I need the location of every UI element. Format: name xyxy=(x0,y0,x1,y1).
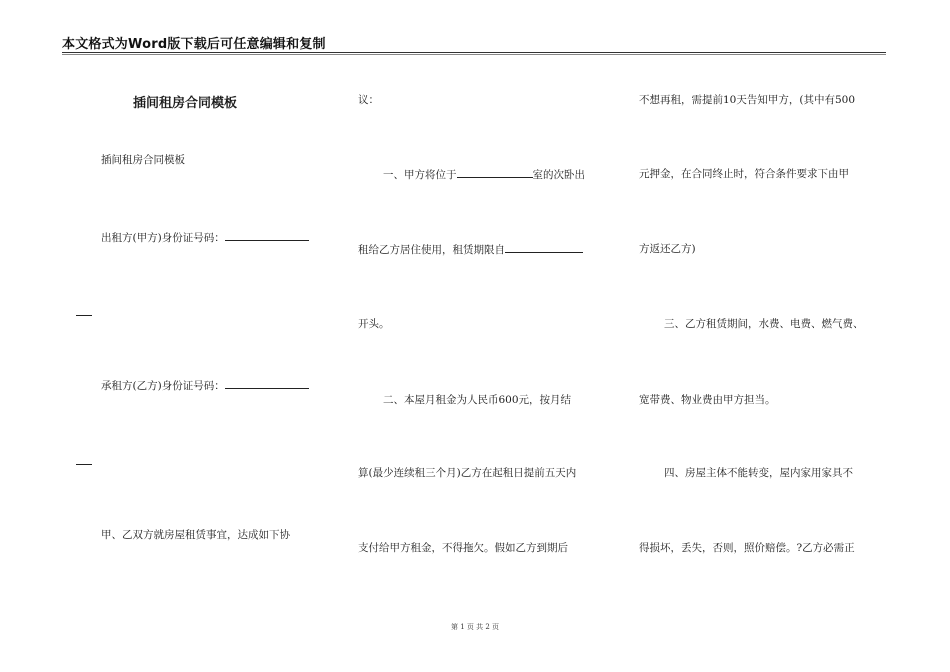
lease-start-blank xyxy=(505,242,583,253)
col2-line-1: 议： xyxy=(358,94,379,106)
col3-line-3: 方返还乙方) xyxy=(639,243,696,255)
lessor-id-line xyxy=(101,230,309,245)
clause-3-line-1: 三、乙方租赁期间，水费、电费、燃气费、 xyxy=(664,318,864,330)
lessee-id-line xyxy=(101,378,309,393)
lessee-id-label: 承租方(乙方)身份证号码： xyxy=(101,380,225,392)
clause-4-line-2: 得损坏，丢失，否则，照价赔偿。?乙方必需正 xyxy=(639,542,855,554)
clause-2-line-1: 二、本屋月租金为人民币600元，按月结 xyxy=(383,394,572,406)
clause-2-line-3: 支付给甲方租金，不得拖欠。假如乙方到期后 xyxy=(358,542,568,554)
document-title: 插间租房合同模板 xyxy=(133,96,238,111)
page-number: 第 1 页 共 2 页 xyxy=(450,623,500,631)
document-header-banner: 本文格式为Word版下载后可任意编辑和复制 xyxy=(62,37,326,52)
clause-1-text-b: 室的次卧出 xyxy=(532,169,585,181)
clause-4-line-1: 四、房屋主体不能转变，屋内家用家具不 xyxy=(664,467,853,479)
property-address-blank xyxy=(457,167,533,178)
document-subtitle: 插间租房合同模板 xyxy=(101,154,185,166)
col3-line-2: 元押金，在合同终止时，符合条件要求下由甲 xyxy=(639,168,849,180)
lessee-id-blank xyxy=(225,378,309,389)
col2-line-4: 开头。 xyxy=(358,318,390,330)
clause-1-line-2 xyxy=(358,242,583,257)
lessor-id-blank xyxy=(225,230,309,241)
clause-1-line xyxy=(383,167,585,182)
header-divider-secondary xyxy=(62,54,886,55)
clause-1-text-a: 一、甲方将位于 xyxy=(383,169,457,181)
clause-3-line-2: 宽带费、物业费由甲方担当。 xyxy=(639,394,776,406)
blank-continuation-line xyxy=(76,315,92,316)
header-divider xyxy=(62,52,886,53)
clause-1-text-c: 租给乙方居住使用，租赁期限自 xyxy=(358,244,505,256)
agreement-intro: 甲、乙双方就房屋租赁事宜，达成如下协 xyxy=(101,529,290,541)
lessor-id-label: 出租方(甲方)身份证号码： xyxy=(101,232,225,244)
blank-continuation-line xyxy=(76,464,92,465)
clause-2-line-2: 算(最少连续租三个月)乙方在起租日提前五天内 xyxy=(358,467,577,479)
col3-line-1: 不想再租，需提前10天告知甲方，(其中有500 xyxy=(639,94,855,106)
